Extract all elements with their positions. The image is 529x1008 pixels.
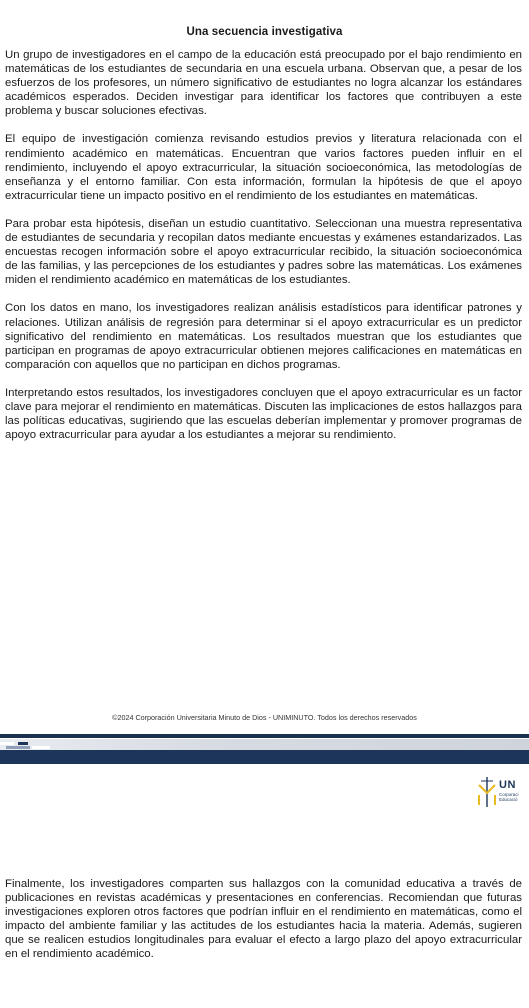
- footer-divider-dark: [0, 734, 529, 738]
- paragraph-2: El equipo de investigación comienza revisando estudios previos y literatura relacionada con el rendimiento académico en matemáticas. Encuentran que varios factores pueden influir en el rendimiento, incluyendo el apoyo extracurricular, la situación socioeconómica, las metodologías de enseñanza y el entorno familiar. Con esta información, formulan la hipótesis de que el apoyo extracurricular tiene un impacto positivo en el rendimiento de los estudiantes en matemáticas.: [5, 133, 522, 202]
- logo-text: UN: [499, 779, 516, 791]
- logo-subtext: [499, 792, 519, 802]
- footer-copyright: ©2024 Corporación Universitaria Minuto de Dios - UNIMINUTO. Todos los derechos reservados: [112, 713, 417, 722]
- paragraph-4: Con los datos en mano, los investigadores realizan análisis estadísticos para identificar patrones y relaciones. Utilizan análisis de regresión para determinar si el apoyo extracurricular es un predictor significativo del rendimiento en matemáticas. Los resultados muestran que los estudiantes que participan en programas de apoyo extracurricular obtienen mejores calificaciones en matemáticas en comparación con aquellos que no participan en dichos programas.: [5, 302, 522, 371]
- header-band-navy: [0, 750, 529, 764]
- uniminuto-logo-icon: [475, 775, 499, 809]
- paragraph-6: Finalmente, los investigadores comparten sus hallazgos con la comunidad educativa a través de publicaciones en revistas académicas y presentaciones en conferencias. Recomiendan que futuras investigaciones exploren otros factores que podrían influir en el rendimiento en matemáticas, como el impacto del ambiente familiar y las actitudes de los estudiantes hacia la materia. Además, sugieren que se realicen estudios longitudinales para evaluar el efecto a largo plazo del apoyo extracurricular en el rendimiento académico.: [5, 878, 522, 961]
- document-body-continued: [5, 877, 522, 976]
- uniminuto-logo: [475, 775, 529, 809]
- logo-subtext-line-2: Educació: [499, 797, 518, 802]
- paragraph-1: Un grupo de investigadores en el campo de la educación está preocupado por el bajo rendimiento en matemáticas de los estudiantes de secundaria en una escuela urbana. Observan que, a pesar de los esfuerzos de los profesores, un número significativo de estudiantes no logra alcanzar los estándares académicos esperados. Deciden investigar para identificar los factores que contribuyen a este problema y buscar soluciones efectivas.: [5, 49, 522, 118]
- logo-subtext-line-1: Corporaci: [499, 792, 519, 797]
- document-body: [5, 48, 522, 456]
- paragraph-3: Para probar esta hipótesis, diseñan un estudio cuantitativo. Seleccionan una muestra representativa de estudiantes de secundaria y recopilan datos mediante encuestas y exámenes estandarizados. Las encuestas recogen información sobre el apoyo extracurricular recibido, la situación socioeconómica de las familias, y las percepciones de los estudiantes y padres sobre las matemáticas. Los exámenes miden el rendimiento académico en matemáticas de los estudiantes.: [5, 217, 522, 287]
- paragraph-5: Interpretando estos resultados, los investigadores concluyen que el apoyo extracurricular es un factor clave para mejorar el rendimiento en matemáticas. Discuten las implicaciones de estos hallazgos para las políticas educativas, sugiriendo que las escuelas deberían implementar y promover programas de apoyo extracurricular para ayudar a los estudiantes a mejorar su rendimiento.: [5, 386, 522, 442]
- document-title: Una secuencia investigativa: [186, 26, 343, 38]
